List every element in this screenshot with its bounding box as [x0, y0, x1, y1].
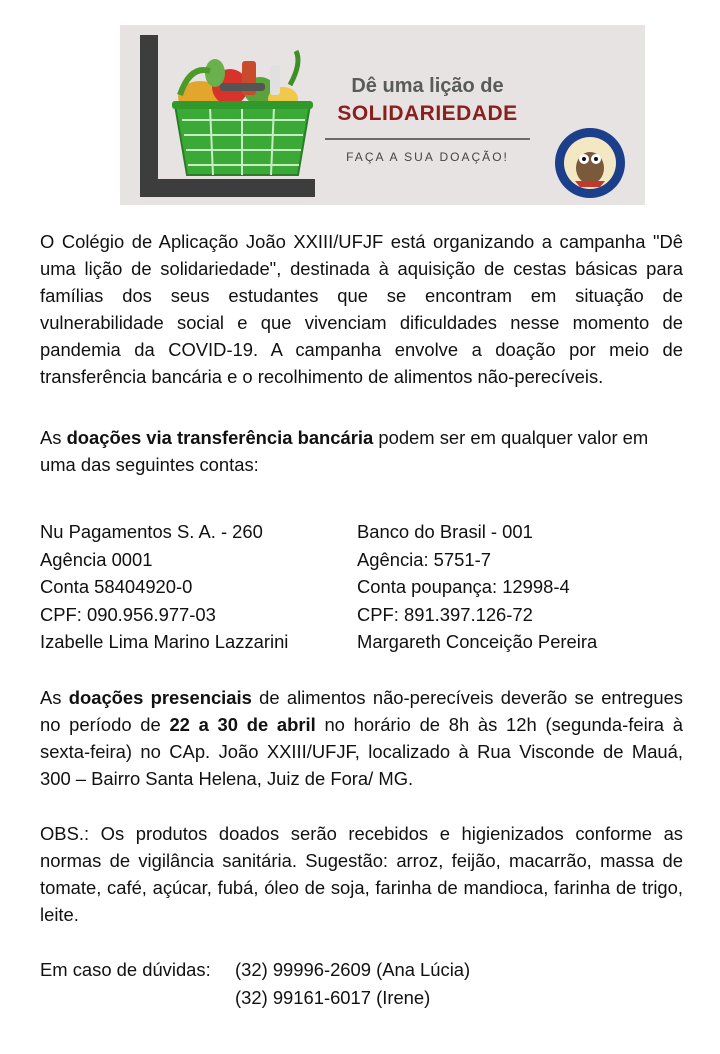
banner-divider: [325, 138, 530, 140]
banner-line1: Dê uma lição de: [351, 75, 504, 97]
banner-line3: FAÇA A SUA DOAÇÃO!: [346, 150, 509, 164]
intro-paragraph: O Colégio de Aplicação João XXIII/UFJF está organizando a campanha "Dê uma lição de solidariedade", destinada à aquisição de cestas básicas para famílias dos seus estudantes que se encontram em situação de vulnerabilidade social e que vivenciam dificuldades nesse momento de pandemia da COVID-19. A campanha envolve a doação por meio de transferência bancária e o recolhimento de alimentos não-perecíveis.: [40, 231, 683, 387]
campaign-banner: [120, 25, 645, 205]
account-bank: Banco do Brasil - 001: [357, 521, 533, 542]
account-cpf: CPF: 891.397.126-72: [357, 603, 533, 625]
account-number: Conta poupança: 12998-4: [357, 576, 570, 597]
banner-line2: SOLIDARIEDADE: [337, 102, 518, 125]
contact-block: [40, 956, 470, 1011]
inperson-pre: As: [40, 687, 69, 708]
account-holder: Margareth Conceição Pereira: [357, 631, 598, 652]
inperson-mid: de alimentos não-perecíveis deverão se entregues no período de: [40, 687, 683, 735]
contact-phone-1: (32) 99996-2609 (Ana Lúcia): [235, 959, 471, 980]
inperson-bold1: doações presenciais: [68, 687, 252, 708]
transfer-pre: As: [40, 427, 67, 448]
account-holder: Izabelle Lima Marino Lazzarini: [40, 631, 289, 652]
account-banco-do-brasil: [357, 518, 597, 656]
obs-paragraph: OBS.: Os produtos doados serão recebidos e higienizados conforme as normas de vigilância sanitária. Sugestão: arroz, feijão, macarrão, massa de tomate, café, açúcar, fubá, óleo de soja, farinha de mandioca, farinha de trigo, leite.: [40, 823, 683, 925]
inperson-bold2: 22 a 30 de abril: [169, 714, 316, 735]
inperson-post: no horário de 8h às 12h (segunda-feira à sexta-feira) no CAp. João XXIII/UFJF, localizado à Rua Visconde de Mauá, 300 – Bairro Santa Helena, Juiz de Fora/ MG.: [40, 714, 683, 789]
transfer-post: podem ser em qualquer valor em uma das seguintes contas:: [40, 427, 649, 475]
account-number: Conta 58404920-0: [40, 576, 193, 597]
contact-phone-2: (32) 99161-6017 (Irene): [235, 986, 431, 1008]
account-bank: Nu Pagamentos S. A. - 260: [40, 521, 263, 542]
banner-title-block: [325, 75, 530, 164]
transfer-paragraph: [40, 424, 680, 478]
account-cpf: CPF: 090.956.977-03: [40, 603, 216, 625]
school-logo-icon: [555, 128, 625, 198]
transfer-bold: doações via transferência bancária: [66, 427, 374, 448]
account-nubank: [40, 518, 288, 656]
in-person-paragraph: [40, 684, 683, 792]
account-agency: Agência: 5751-7: [357, 548, 491, 570]
bracket-horizontal: [140, 179, 315, 197]
contact-label: Em caso de dúvidas:: [40, 959, 211, 980]
bracket-vertical: [140, 35, 158, 197]
account-agency: Agência 0001: [40, 548, 153, 570]
